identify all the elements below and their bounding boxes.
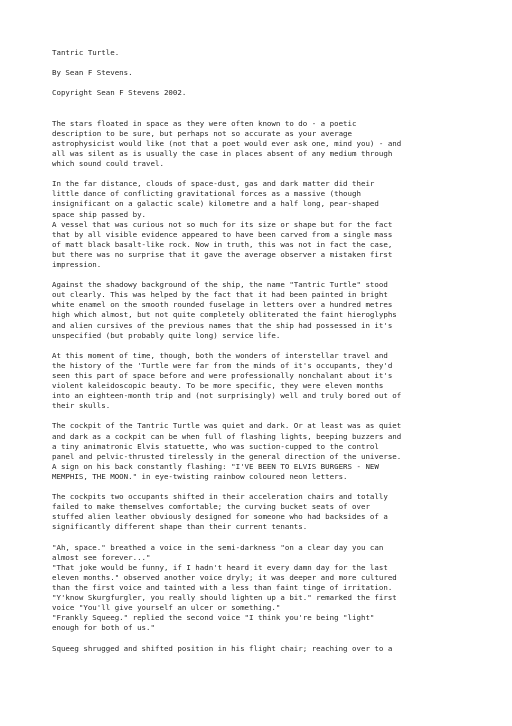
text-line: and alien cursives of the previous names that the ship had possessed in it's [52,320,393,330]
text-line: all was silent as is usually the case in places absent of any medium through [52,148,393,158]
text-line: stuffed alien leather obviously designed for someone who had backsides of a [52,512,388,522]
paragraph [52,179,482,270]
text-line: eleven months." observed another voice dryly; it was deeper and more cultured [52,572,397,582]
text-line: MEMPHIS, THE MOON." in eye-twisting rainbow coloured neon letters. [52,471,348,481]
text-line: enough for both of us." [52,623,155,633]
paragraph [52,119,482,169]
paragraph [52,644,482,654]
text-line: panel and pelvic-thrusted tirelessly in the general direction of the universe. [52,451,402,461]
text-line: the history of the 'Turtle were far from the minds of it's occupants, they'd [52,360,393,370]
text-line: than the first voice and tainted with a less than faint tinge of irritation. [52,582,393,592]
text-line: The stars floated in space as they were often known to do - a poetic [52,118,357,128]
text-line: and dark as a cockpit can be when full of flashing lights, beeping buzzers and [52,431,402,441]
text-line: seen this part of space before and were professionally nonchalant about it's [52,371,393,380]
paragraph [52,351,482,412]
text-line: impression. [52,259,102,269]
text-line: astrophysicist would like (not that a poet would ever ask one, mind you) - and [52,138,402,148]
author-line [52,68,482,78]
text-line: The cockpits two occupants shifted in their acceleration chairs and totally [52,492,388,502]
paragraph [52,280,482,341]
text-line: little dance of conflicting gravitational forces as a massive (though [52,189,361,199]
text-line: high which almost, but not quite completely obliterated the faint hieroglyphs [52,310,397,320]
text-line: A vessel that was curious not so much for its size or shape but for the fact [52,219,393,229]
text-line: into an eighteen-month trip and (not surprisingly) well and truly bored out of [52,391,402,401]
text-line: voice "You'll give yourself an ulcer or something." [52,603,281,613]
text-line: Tantric Turtle. [52,48,120,57]
paragraph [52,421,482,482]
text-line: The cockpit of the Tantric Turtle was quiet and dark. Or at least was as quiet [52,421,402,431]
text-line: "Y'know Skurgfurgler, you really should lighten up a bit." remarked the first [52,593,397,603]
text-line: description to be sure, but perhaps not so accurate as your average [52,128,353,138]
text-line: almost see forever..." [52,552,151,562]
text-line: violent kaleidoscopic beauty. To be more specific, they were eleven months [52,381,384,391]
paragraph [52,492,482,532]
paragraph [52,543,482,634]
text-line: space ship passed by. [52,209,147,219]
text-line: "Frankly Squeeg." replied the second voice "I think you're being "light" [52,613,375,623]
text-line: unspecified (but probably quite long) service life. [52,330,281,340]
text-line: "That joke would be funny, if I hadn't heard it every damn day for the last [52,562,388,572]
text-line: out clearly. This was helped by the fact that it had been painted in bright [52,290,388,300]
text-line: that by all visible evidence appeared to have been carved from a single mass [52,229,393,239]
text-line: "Ah, space." breathed a voice in the semi-darkness "on a clear day you can [52,542,384,552]
text-line: By Sean F Stevens. [52,68,133,78]
copyright-line [52,88,482,98]
document-body [52,48,482,664]
text-line: insignificant on a galactic scale) kilometre and a half long, pear-shaped [52,199,379,209]
text-line: failed to make themselves comfortable; the curving bucket seats of over [52,502,370,512]
text-line: In the far distance, clouds of space-dust, gas and dark matter did their [52,179,375,189]
text-line: Squeeg shrugged and shifted position in his flight chair; reaching over to a [52,643,393,653]
text-line: a tiny animatronic Elvis statuette, who was suction-cupped to the control [52,441,379,451]
text-line: but there was no surprise that it gave the average observer a mistaken first [52,249,393,259]
text-line: A sign on his back constantly flashing: "I'VE BEEN TO ELVIS BURGERS - NEW [52,461,379,471]
text-line: which sound could travel. [52,159,164,169]
text-line: significantly different shape than their current tenants. [52,522,308,532]
text-line: Copyright Sean F Stevens 2002. [52,88,187,98]
story-title [52,48,482,58]
text-line: of matt black basalt-like rock. Now in truth, this was not in fact the case, [52,239,393,249]
text-line: white enamel on the smooth rounded fuselage in letters over a hundred metres [52,300,393,310]
text-line: their skulls. [52,401,111,411]
text-line: Against the shadowy background of the ship, the name "Tantric Turtle" stood [52,280,388,290]
text-line: At this moment of time, though, both the wonders of interstellar travel and [52,350,388,360]
